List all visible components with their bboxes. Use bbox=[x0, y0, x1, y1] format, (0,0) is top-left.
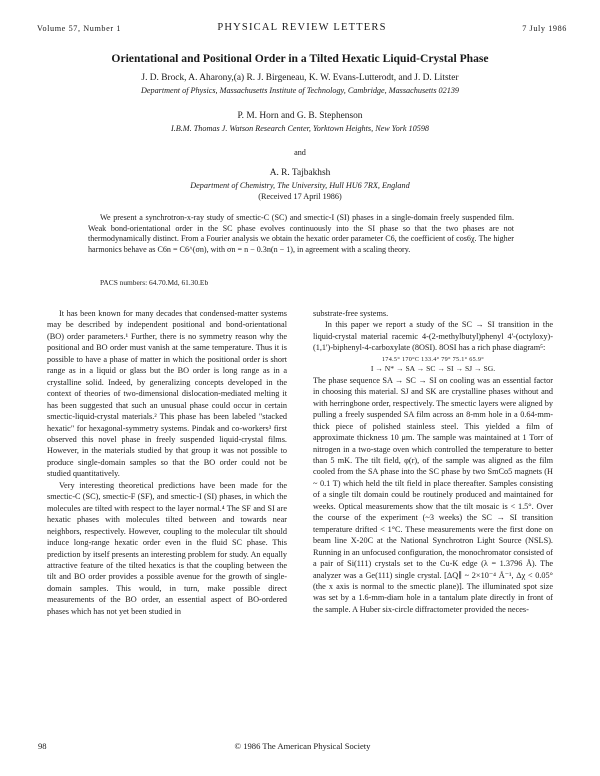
copyright-notice: © 1986 The American Physical Society bbox=[234, 741, 371, 751]
body-paragraph: Very interesting theoretical predictions have been made for the smectic-C (SC), smectic-F (SF), and smectic-I (SI) phases, in which the molecules are tilted with respect to the layer normal.⁴ The SF and SI are hexatic phases with molecules tilted between and towards near neighbors, respectively. However, coupling to the molecular tilt should induce long-range hexatic order even in the fluid SC phase. This prediction by itself presents an interesting problem for study. An equally attractive feature of the tilted hexatics is that the coupling between the tilt and BO order provides a possible avenue for the growth of single-domain samples. This would, in turn, make possible direct measurements of the BO order, an essential aspect of BO-ordered phases which has not yet been studied in bbox=[47, 480, 287, 616]
pacs-numbers: PACS numbers: 64.70.Md, 61.30.Eb bbox=[100, 278, 209, 287]
body-paragraph: The phase sequence SA → SC → SI on cooling was an essential factor in choosing this material. SJ and SK are crystalline phases without and with herringbone order, respectively. The smectic layers were aligned by pulling a freely suspended SA film across an 8-mm hole in a 0.64-mm-thick piece of polished stainless steel. This yielded a film of approximate thickness 10 μm. The sample was maintained at 1 Torr of nitrogen in a two-stage oven which controlled the temperature to better than 5 mK. The tilt field, φ(r), of the sample was aligned as the film cooled from the SA phase into the SC phase by two SmCo5 magnets (H ~ 0.1 T) which held the tilt field in place thereafter. Samples consisting of a single tilt domain could be routinely produced and maintained for weeks. Optical measurements show that the tilt mosaic is < 1.5°. Over the course of the experiment (~3 weeks) the SC → SI transition temperature drifted < 1°C. These measurements were the first done on beam line X-20C at the National Synchrotron Light Source (NSLS). Running in an unfocused configuration, the monochromator consisted of a pair of Si(111) crystals set to the Cu-K edge (λ = 1.3796 Å). The analyzer was a Ge(111) single crystal. [ΔQ∥ ~ 2×10⁻⁴ Å⁻¹, Δχ < 0.05° (the x axis is normal to the smectic plane)]. The illuminated spot size was set by a 1.6-mm-diam hole in a tantalum plate directly in front of the sample. A Huber six-circle diffractometer provided the neces- bbox=[313, 375, 553, 614]
phase-sequence bbox=[313, 355, 553, 373]
author-list-2: P. M. Horn and G. B. Stephenson bbox=[237, 111, 363, 121]
author-list-3: A. R. Tajbakhsh bbox=[269, 168, 331, 178]
affiliation-3: Department of Chemistry, The University, Hull HU6 7RX, England bbox=[190, 181, 410, 190]
phase-sequence-formula: I → N* → SA → SC → SI → SJ → SG. bbox=[370, 363, 496, 373]
body-paragraph-continued: substrate-free systems. bbox=[313, 309, 389, 318]
abstract: We present a synchrotron-x-ray study of smectic-C (SC) and smectic-I (SI) phases in a single-domain freely suspended film. Weak bond-orientational order in the SC phase evolves continuously into the SI phase so that the two phases are not thermodynamically distinct. From a Fourier analysis we obtain the hexatic order parameter C6, the coefficient of cos6χ. The higher harmonics behave as C6n = C6^(σn), with σn = n − 0.3n(n − 1), in agreement with a scaling theory. bbox=[88, 213, 514, 254]
page-footer bbox=[38, 741, 567, 753]
transition-temperatures: 174.5° 170°C 133.4° 79° 75.1° 65.9° bbox=[381, 355, 485, 363]
author-list-1: J. D. Brock, A. Aharony,(a) R. J. Birgeneau, K. W. Evans-Lutterodt, and J. D. Litster bbox=[141, 73, 459, 83]
left-column bbox=[47, 308, 287, 617]
affiliation-1: Department of Physics, Massachusetts Institute of Technology, Cambridge, Massachusetts 02139 bbox=[140, 86, 460, 95]
running-head bbox=[37, 22, 567, 36]
volume-issue: Volume 57, Number 1 bbox=[37, 24, 122, 33]
page-number: 98 bbox=[38, 741, 47, 751]
body-paragraph: In this paper we report a study of the SC → SI transition in the liquid-crystal material racemic 4-(2-methylbutyl)phenyl 4'-(octyloxy)-(1,1')-biphenyl-4-carboxylate (8OSI). 8OSI has a rich phase diagram⁵: bbox=[313, 320, 553, 353]
article-title: Orientational and Positional Order in a Tilted Hexatic Liquid-Crystal Phase bbox=[111, 52, 489, 65]
and-separator: and bbox=[294, 148, 306, 157]
received-date: (Received 17 April 1986) bbox=[258, 192, 342, 201]
body-paragraph: It has been known for many decades that condensed-matter systems may be described by independent positional and bond-orientational (BO) order parameters.¹ Further, there is no symmetry reason why the positional and BO order must vanish at the same temperature. Thus it is possible to have a phase of matter in which the positional order is short range as in a liquid or glass but the BO order is long range as in a crystalline solid. Indeed, by generalizing concepts developed in the context of theories of two-dimensional dislocation-mediated melting it has been suggested that such an unusual phase could occur in certain smectic-liquid-crystal materials.² This phase has been labeled "stacked hexatic" for hexagonal-symmetry systems. Pindak and co-workers³ first observed this novel phase in freely suspended liquid-crystal films. However, in the materials studied by that group it was not possible to produce single-domain samples so that the BO order could not be studied quantitatively. bbox=[47, 309, 287, 479]
issue-date: 7 July 1986 bbox=[522, 24, 567, 33]
journal-name: PHYSICAL REVIEW LETTERS bbox=[217, 22, 387, 33]
affiliation-2: I.B.M. Thomas J. Watson Research Center, Yorktown Heights, New York 10598 bbox=[170, 124, 430, 133]
right-column bbox=[313, 308, 553, 615]
